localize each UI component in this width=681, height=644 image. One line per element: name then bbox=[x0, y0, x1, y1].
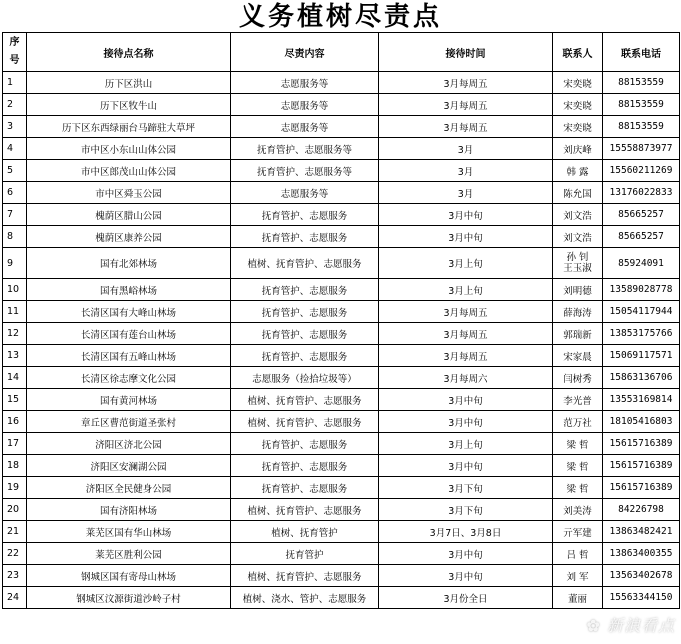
cell-content: 抚育管护、志愿服务 bbox=[231, 477, 379, 499]
cell-phone: 13863482421 bbox=[603, 521, 680, 543]
header-no: 序号 bbox=[3, 33, 27, 72]
header-content: 尽责内容 bbox=[231, 33, 379, 72]
cell-no: 20 bbox=[3, 499, 27, 521]
cell-contact: 韩 露 bbox=[553, 160, 603, 182]
cell-content: 植树、抚育管护、志愿服务 bbox=[231, 411, 379, 433]
cell-site: 钢城区汶源街道沙岭子村 bbox=[27, 587, 231, 609]
cell-no: 3 bbox=[3, 116, 27, 138]
cell-contact: 梁 哲 bbox=[553, 477, 603, 499]
cell-time: 3月 bbox=[379, 160, 553, 182]
cell-phone: 13553169814 bbox=[603, 389, 680, 411]
cell-no: 12 bbox=[3, 323, 27, 345]
cell-content: 抚育管护 bbox=[231, 543, 379, 565]
sites-table bbox=[2, 32, 680, 609]
cell-contact: 刘 军 bbox=[553, 565, 603, 587]
table-row bbox=[3, 433, 680, 455]
cell-phone: 13563402678 bbox=[603, 565, 680, 587]
cell-contact: 梁 哲 bbox=[553, 455, 603, 477]
cell-no: 24 bbox=[3, 587, 27, 609]
cell-time: 3月上旬 bbox=[379, 248, 553, 279]
cell-no: 16 bbox=[3, 411, 27, 433]
cell-contact: 宋奕晓 bbox=[553, 72, 603, 94]
cell-contact: 亓军建 bbox=[553, 521, 603, 543]
cell-phone: 13853175766 bbox=[603, 323, 680, 345]
cell-phone: 15863136706 bbox=[603, 367, 680, 389]
table-row bbox=[3, 411, 680, 433]
cell-phone: 84226798 bbox=[603, 499, 680, 521]
cell-content: 抚育管护、志愿服务等 bbox=[231, 160, 379, 182]
table-row bbox=[3, 116, 680, 138]
table-row bbox=[3, 204, 680, 226]
cell-phone: 88153559 bbox=[603, 94, 680, 116]
cell-time: 3月下旬 bbox=[379, 499, 553, 521]
cell-phone: 85665257 bbox=[603, 226, 680, 248]
cell-site: 章丘区曹范街道圣张村 bbox=[27, 411, 231, 433]
cell-contact: 李光普 bbox=[553, 389, 603, 411]
cell-content: 抚育管护、志愿服务 bbox=[231, 204, 379, 226]
table-row bbox=[3, 565, 680, 587]
cell-content: 植树、浇水、管护、志愿服务 bbox=[231, 587, 379, 609]
cell-time: 3月每周六 bbox=[379, 367, 553, 389]
cell-no: 19 bbox=[3, 477, 27, 499]
cell-time: 3月7日、3月8日 bbox=[379, 521, 553, 543]
cell-content: 抚育管护、志愿服务 bbox=[231, 345, 379, 367]
cell-no: 11 bbox=[3, 301, 27, 323]
table-header bbox=[3, 33, 680, 72]
cell-time: 3月上旬 bbox=[379, 433, 553, 455]
cell-no: 9 bbox=[3, 248, 27, 279]
cell-time: 3月每周五 bbox=[379, 323, 553, 345]
header-contact: 联系人 bbox=[553, 33, 603, 72]
cell-no: 21 bbox=[3, 521, 27, 543]
cell-time: 3月 bbox=[379, 182, 553, 204]
cell-content: 志愿服务等 bbox=[231, 182, 379, 204]
cell-no: 6 bbox=[3, 182, 27, 204]
table-row bbox=[3, 521, 680, 543]
cell-contact: 孙 钊 王玉淑 bbox=[553, 248, 603, 279]
cell-content: 志愿服务等 bbox=[231, 94, 379, 116]
cell-content: 志愿服务等 bbox=[231, 72, 379, 94]
cell-site: 济阳区安澜湖公园 bbox=[27, 455, 231, 477]
cell-time: 3月中旬 bbox=[379, 226, 553, 248]
header-phone: 联系电话 bbox=[603, 33, 680, 72]
cell-no: 10 bbox=[3, 279, 27, 301]
table-row bbox=[3, 160, 680, 182]
cell-content: 抚育管护、志愿服务 bbox=[231, 433, 379, 455]
table-row bbox=[3, 182, 680, 204]
cell-phone: 13863400355 bbox=[603, 543, 680, 565]
cell-phone: 15069117571 bbox=[603, 345, 680, 367]
cell-site: 国有北郊林场 bbox=[27, 248, 231, 279]
cell-contact: 梁 哲 bbox=[553, 433, 603, 455]
cell-site: 市中区舜玉公园 bbox=[27, 182, 231, 204]
cell-time: 3月中旬 bbox=[379, 543, 553, 565]
table-row bbox=[3, 323, 680, 345]
cell-site: 莱芜区国有华山林场 bbox=[27, 521, 231, 543]
cell-content: 抚育管护、志愿服务等 bbox=[231, 138, 379, 160]
cell-no: 1 bbox=[3, 72, 27, 94]
cell-contact: 吕 哲 bbox=[553, 543, 603, 565]
cell-content: 抚育管护、志愿服务 bbox=[231, 279, 379, 301]
cell-contact: 陈允国 bbox=[553, 182, 603, 204]
cell-time: 3月每周五 bbox=[379, 72, 553, 94]
cell-site: 国有黑峪林场 bbox=[27, 279, 231, 301]
table-row bbox=[3, 138, 680, 160]
header-time: 接待时间 bbox=[379, 33, 553, 72]
cell-phone: 15563344150 bbox=[603, 587, 680, 609]
cell-time: 3月中旬 bbox=[379, 204, 553, 226]
cell-time: 3月中旬 bbox=[379, 411, 553, 433]
cell-site: 长清区国有莲台山林场 bbox=[27, 323, 231, 345]
cell-phone: 18105416803 bbox=[603, 411, 680, 433]
cell-contact: 郭瑞新 bbox=[553, 323, 603, 345]
table-row bbox=[3, 543, 680, 565]
cell-contact: 刘明德 bbox=[553, 279, 603, 301]
cell-phone: 85665257 bbox=[603, 204, 680, 226]
cell-contact: 董丽 bbox=[553, 587, 603, 609]
cell-phone: 13589028778 bbox=[603, 279, 680, 301]
table-row bbox=[3, 345, 680, 367]
cell-no: 17 bbox=[3, 433, 27, 455]
cell-site: 历下区东西绿丽台马蹄驻大草坪 bbox=[27, 116, 231, 138]
table-row bbox=[3, 367, 680, 389]
cell-no: 4 bbox=[3, 138, 27, 160]
table-row bbox=[3, 248, 680, 279]
cell-site: 济阳区济北公园 bbox=[27, 433, 231, 455]
cell-phone: 13176022833 bbox=[603, 182, 680, 204]
cell-time: 3月每周五 bbox=[379, 116, 553, 138]
cell-time: 3月中旬 bbox=[379, 455, 553, 477]
cell-time: 3月份全日 bbox=[379, 587, 553, 609]
cell-contact: 闫树秀 bbox=[553, 367, 603, 389]
cell-contact: 范万社 bbox=[553, 411, 603, 433]
cell-site: 钢城区国有寄母山林场 bbox=[27, 565, 231, 587]
cell-content: 志愿服务（捡拾垃圾等） bbox=[231, 367, 379, 389]
cell-contact: 刘文浩 bbox=[553, 226, 603, 248]
cell-phone: 88153559 bbox=[603, 116, 680, 138]
header-site: 接待点名称 bbox=[27, 33, 231, 72]
cell-no: 22 bbox=[3, 543, 27, 565]
table-row bbox=[3, 477, 680, 499]
cell-no: 7 bbox=[3, 204, 27, 226]
cell-no: 5 bbox=[3, 160, 27, 182]
cell-contact: 刘庆峰 bbox=[553, 138, 603, 160]
cell-site: 长清区国有大峰山林场 bbox=[27, 301, 231, 323]
cell-phone: 88153559 bbox=[603, 72, 680, 94]
cell-site: 槐荫区腊山公园 bbox=[27, 204, 231, 226]
cell-no: 14 bbox=[3, 367, 27, 389]
table-row bbox=[3, 226, 680, 248]
table-row bbox=[3, 499, 680, 521]
cell-site: 长清区国有五峰山林场 bbox=[27, 345, 231, 367]
table-row bbox=[3, 94, 680, 116]
cell-site: 历下区牧牛山 bbox=[27, 94, 231, 116]
table-row bbox=[3, 279, 680, 301]
cell-site: 莱芜区胜利公园 bbox=[27, 543, 231, 565]
cell-no: 15 bbox=[3, 389, 27, 411]
cell-time: 3月 bbox=[379, 138, 553, 160]
cell-content: 抚育管护、志愿服务 bbox=[231, 455, 379, 477]
cell-phone: 85924091 bbox=[603, 248, 680, 279]
cell-no: 2 bbox=[3, 94, 27, 116]
cell-time: 3月下旬 bbox=[379, 477, 553, 499]
cell-contact: 宋奕晓 bbox=[553, 116, 603, 138]
cell-time: 3月每周五 bbox=[379, 345, 553, 367]
cell-site: 济阳区全民健身公园 bbox=[27, 477, 231, 499]
cell-site: 国有黄河林场 bbox=[27, 389, 231, 411]
cell-phone: 15560211269 bbox=[603, 160, 680, 182]
cell-no: 18 bbox=[3, 455, 27, 477]
document-title: 义务植树尽责点 bbox=[238, 2, 442, 32]
cell-site: 市中区小东山山体公园 bbox=[27, 138, 231, 160]
cell-site: 历下区洪山 bbox=[27, 72, 231, 94]
cell-content: 抚育管护、志愿服务 bbox=[231, 226, 379, 248]
cell-time: 3月上旬 bbox=[379, 279, 553, 301]
table-row bbox=[3, 301, 680, 323]
table-row bbox=[3, 72, 680, 94]
cell-contact: 宋家晨 bbox=[553, 345, 603, 367]
cell-contact: 刘文浩 bbox=[553, 204, 603, 226]
cell-site: 槐荫区康养公园 bbox=[27, 226, 231, 248]
cell-phone: 15558873977 bbox=[603, 138, 680, 160]
table-row bbox=[3, 587, 680, 609]
cell-time: 3月中旬 bbox=[379, 565, 553, 587]
cell-site: 市中区郎茂山山体公园 bbox=[27, 160, 231, 182]
cell-content: 抚育管护、志愿服务 bbox=[231, 301, 379, 323]
cell-time: 3月每周五 bbox=[379, 94, 553, 116]
cell-content: 植树、抚育管护、志愿服务 bbox=[231, 565, 379, 587]
cell-no: 23 bbox=[3, 565, 27, 587]
cell-contact: 宋奕晓 bbox=[553, 94, 603, 116]
cell-site: 国有济阳林场 bbox=[27, 499, 231, 521]
cell-contact: 薛海涛 bbox=[553, 301, 603, 323]
table-row bbox=[3, 455, 680, 477]
cell-site: 长清区徐志摩文化公园 bbox=[27, 367, 231, 389]
cell-no: 13 bbox=[3, 345, 27, 367]
cell-content: 植树、抚育管护、志愿服务 bbox=[231, 248, 379, 279]
cell-phone: 15615716389 bbox=[603, 477, 680, 499]
cell-content: 志愿服务等 bbox=[231, 116, 379, 138]
cell-phone: 15615716389 bbox=[603, 433, 680, 455]
cell-time: 3月每周五 bbox=[379, 301, 553, 323]
cell-content: 植树、抚育管护、志愿服务 bbox=[231, 499, 379, 521]
header-row bbox=[3, 33, 680, 72]
cell-contact: 刘美涛 bbox=[553, 499, 603, 521]
cell-phone: 15054117944 bbox=[603, 301, 680, 323]
cell-time: 3月中旬 bbox=[379, 389, 553, 411]
table-row bbox=[3, 389, 680, 411]
cell-content: 植树、抚育管护 bbox=[231, 521, 379, 543]
cell-content: 抚育管护、志愿服务 bbox=[231, 323, 379, 345]
table-body bbox=[3, 72, 680, 609]
cell-phone: 15615716389 bbox=[603, 455, 680, 477]
cell-content: 植树、抚育管护、志愿服务 bbox=[231, 389, 379, 411]
watermark-logo: ✿ 新浪看点 bbox=[586, 616, 675, 635]
cell-no: 8 bbox=[3, 226, 27, 248]
